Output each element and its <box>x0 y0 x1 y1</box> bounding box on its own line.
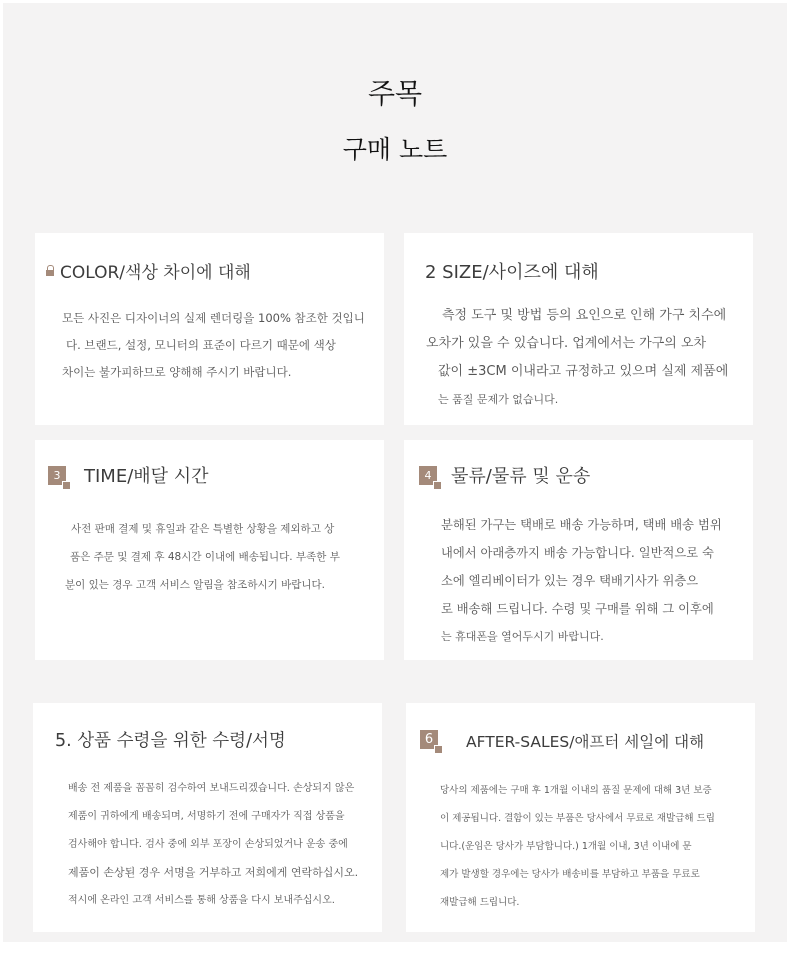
card-text-line: 내에서 아래층까지 배송 가능합니다. 일반적으로 숙 <box>441 546 714 560</box>
card-text-line: 제품이 귀하에게 배송되며, 서명하기 전에 구매자가 직접 상품을 <box>68 811 345 822</box>
card-text-line: 제가 발생할 경우에는 당사가 배송비를 부담하고 부품을 무료로 <box>440 869 700 880</box>
card-text-line: 검사해야 합니다. 검사 중에 외부 포장이 손상되었거나 운송 중에 <box>68 839 348 850</box>
card-text-line: 배송 전 제품을 꼼꼼히 검수하여 보내드리겠습니다. 손상되지 않은 <box>68 783 355 794</box>
card-text-line: 소에 엘리베이터가 있는 경우 택배기사가 위층으 <box>441 574 699 588</box>
card-text-line: 오차가 있을 수 있습니다. 업계에서는 가구의 오차 <box>426 336 707 351</box>
card-text-line: 재발급해 드립니다. <box>440 897 520 908</box>
card-text-line: 제품이 손상된 경우 서명을 거부하고 저희에게 연락하십시오. <box>68 866 359 879</box>
card-title: 물류/물류 및 운송 <box>451 466 591 487</box>
number-badge-icon: 3 <box>48 466 66 485</box>
card-text-line: 측정 도구 및 방법 등의 요인으로 인해 가구 치수에 <box>442 308 727 323</box>
card-text-line: 값이 ±3CM 이내라고 규정하고 있으며 실제 제품에 <box>438 364 729 379</box>
lock-icon <box>46 265 54 277</box>
after-sales-notice-card <box>406 703 755 932</box>
card-text-line: 로 배송해 드립니다. 수령 및 구매를 위해 그 이후에 <box>441 602 714 616</box>
number-badge-icon: 4 <box>419 466 437 485</box>
page-subtitle: 구매 노트 <box>342 135 448 164</box>
card-title: AFTER-SALES/애프터 세일에 대해 <box>466 733 705 751</box>
card-title: 5. 상품 수령을 위한 수령/서명 <box>55 731 286 751</box>
card-text-line: 분이 있는 경우 고객 서비스 알림을 참조하시기 바랍니다. <box>65 579 325 591</box>
card-text-line: 이 제공됩니다. 결함이 있는 부품은 당사에서 무료로 재발급해 드립 <box>440 813 715 824</box>
color-notice-card <box>35 233 384 425</box>
logistics-notice-card <box>404 440 753 660</box>
card-title: COLOR/색상 차이에 대해 <box>60 263 251 283</box>
page-title: 주목 <box>367 77 423 110</box>
card-text-line: 분해된 가구는 택배로 배송 가능하며, 택배 배송 범위 <box>441 518 722 532</box>
number-badge-icon: 6 <box>420 730 438 749</box>
card-text-line: 당사의 제품에는 구매 후 1개월 이내의 품질 문제에 대해 3년 보증 <box>440 785 712 796</box>
receipt-notice-card <box>33 703 382 932</box>
card-text-line: 는 품질 문제가 없습니다. <box>438 393 559 406</box>
card-title: TIME/배달 시간 <box>84 466 209 487</box>
card-text-line: 모든 사진은 디자이너의 실제 렌더링을 100% 참조한 것입니 <box>62 311 365 325</box>
card-text-line: 다. 브랜드, 설정, 모니터의 표준이 다르기 때문에 색상 <box>66 338 336 352</box>
card-text-line: 품은 주문 및 결제 후 48시간 이내에 배송됩니다. 부족한 부 <box>70 551 340 563</box>
card-text-line: 는 휴대폰을 열어두시기 바랍니다. <box>441 630 604 643</box>
card-text-line: 사전 판매 결제 및 휴일과 같은 특별한 상황을 제외하고 상 <box>71 523 335 535</box>
card-text-line: 적시에 온라인 고객 서비스를 통해 상품을 다시 보내주십시오. <box>68 895 335 906</box>
card-title: 2 SIZE/사이즈에 대해 <box>425 262 599 283</box>
time-notice-card <box>35 440 384 660</box>
card-text-line: 니다.(운임은 당사가 부담합니다.) 1개월 이내, 3년 이내에 문 <box>440 841 692 852</box>
card-text-line: 차이는 불가피하므로 양해해 주시기 바랍니다. <box>62 365 292 379</box>
size-notice-card <box>404 233 753 425</box>
